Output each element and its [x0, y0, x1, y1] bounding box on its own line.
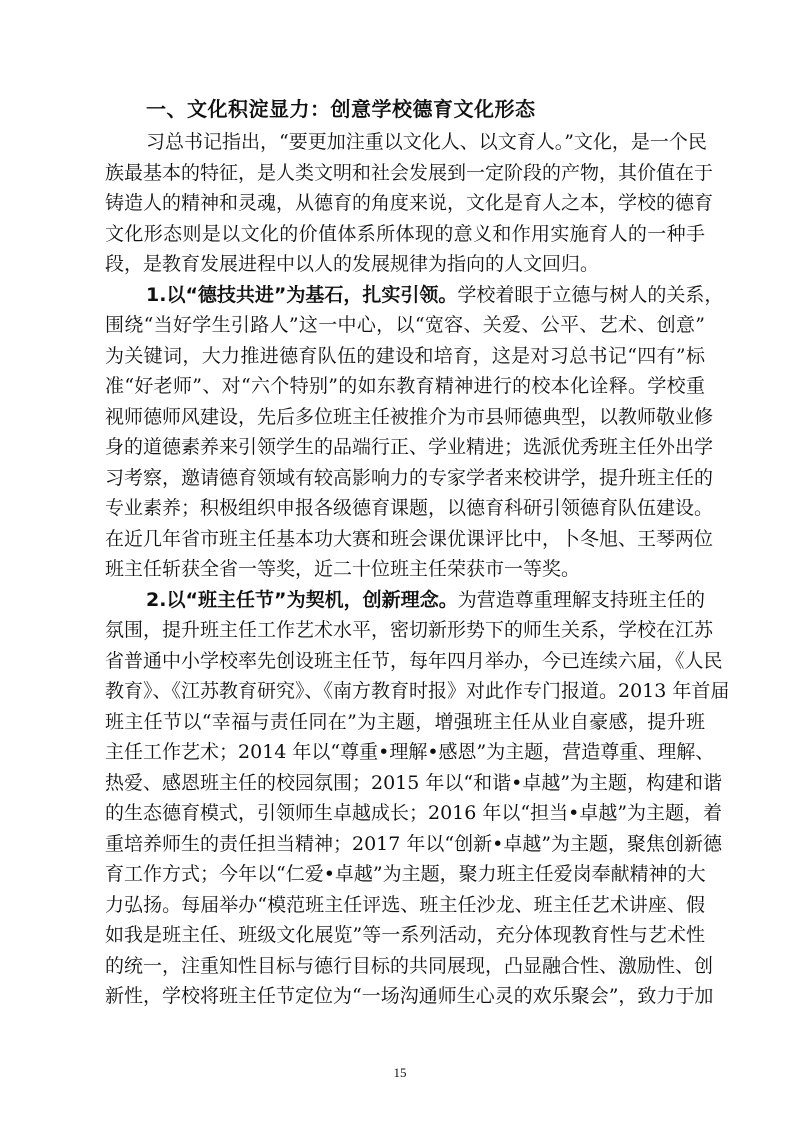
text-line: 热爱、感恩班主任的校园氛围；2015 年以“和谐•卓越”为主题，构建和谐 — [105, 771, 723, 794]
text-line — [105, 585, 705, 616]
paragraph-point-1 — [105, 280, 724, 585]
text-line: 铸造人的精神和灵魂，从德育的角度来说，文化是育人之本，学校的德育 — [105, 192, 714, 214]
text-line — [105, 280, 724, 311]
text-line: 专业素养；积极组织申报各级德育课题，以德育科研引领德育队伍建设。 — [105, 497, 714, 519]
document-body — [105, 127, 730, 1012]
text-line: 的生态德育模式，引领师生卓越成长；2016 年以“担当•卓越”为主题，着 — [105, 802, 723, 824]
text-line: 为关键词，大力推进德育队伍的建设和培育，这是对习总书记“四有”标 — [105, 344, 705, 367]
text-line: 教育》、《江苏教育研究》、《南方教育时报》对此作专门报道。2013 年首届 — [105, 680, 730, 702]
point-2-text: 为营造尊重理解支持班主任的 — [457, 588, 705, 611]
text-line: 准“好老师”、对“六个特别”的如东教育精神进行的校本化诠释。学校重 — [105, 375, 705, 397]
text-line: 在近几年省市班主任基本功大赛和班会课优课评比中，卜冬旭、王琴两位 — [105, 527, 714, 550]
paragraph-point-2 — [105, 585, 730, 1012]
text-line: 育工作方式；今年以“仁爱•卓越”为主题，聚力班主任爱岗奉献精神的大 — [105, 863, 706, 885]
text-line: 围绕“当好学生引路人”这一中心，以“宽容、关爱、公平、艺术、创意” — [105, 314, 705, 336]
text-line: 新性，学校将班主任节定位为“一场沟通师生心灵的欢乐聚会”，致力于加 — [105, 985, 714, 1007]
point-2-lead: 2.以“班主任节”为契机，创新理念。 — [146, 588, 458, 611]
text-line: 习考察，邀请德育领域有较高影响力的专家学者来校讲学，提升班主任的 — [105, 466, 714, 489]
point-1-lead: 1.以“德技共进”为基石，扎实引领。 — [146, 283, 458, 306]
text-line: 氛围，提升班主任工作艺术水平，密切新形势下的师生关系，学校在江苏 — [105, 619, 714, 641]
text-line: 文化形态则是以文化的价值体系所体现的意义和作用实施育人的一种手 — [105, 222, 705, 245]
paragraph-intro — [105, 127, 714, 280]
point-1-text: 学校着眼于立德与树人的关系， — [457, 283, 724, 306]
text-line: 省普通中小学校率先创设班主任节，每年四月举办，今已连续六届，《人民 — [105, 649, 723, 672]
page-number: 15 — [393, 1065, 407, 1080]
text-line: 视师德师风建设，先后多位班主任被推介为市县师德典型，以教师敬业修 — [105, 405, 714, 428]
text-line: 力弘扬。每届举办“模范班主任评选、班主任沙龙、班主任艺术讲座、假 — [105, 893, 705, 916]
text-line: 身的道德素养来引领学生的品端行正、学业精进；选派优秀班主任外出学 — [105, 436, 714, 458]
text-line: 族最基本的特征，是人类文明和社会发展到一定阶段的产物，其价值在于 — [105, 161, 714, 184]
text-line: 段，是教育发展进程中以人的发展规律为指向的人文回归。 — [105, 253, 600, 275]
section-heading: 一、文化积淀显力：创意学校德育文化形态 — [146, 97, 536, 121]
text-line: 班主任斩获全省一等奖，近二十位班主任荣获市一等奖。 — [105, 558, 581, 580]
text-line: 主任工作艺术；2014 年以“尊重•理解•感恩”为主题，营造尊重、理解、 — [105, 741, 715, 763]
text-line: 如我是班主任、班级文化展览”等一系列活动，充分体现教育性与艺术性 — [105, 924, 705, 946]
text-line: 重培养师生的责任担当精神；2017 年以“创新•卓越”为主题，聚焦创新德 — [105, 832, 723, 855]
text-line: 习总书记指出，“要更加注重以文化人、以文育人。”文化，是一个民 — [146, 131, 707, 153]
text-line: 的统一，注重知性目标与德行目标的共同展现，凸显融合性、激励性、创 — [105, 954, 714, 977]
text-line: 班主任节以“幸福与责任同在”为主题，增强班主任从业自豪感，提升班 — [105, 710, 705, 733]
